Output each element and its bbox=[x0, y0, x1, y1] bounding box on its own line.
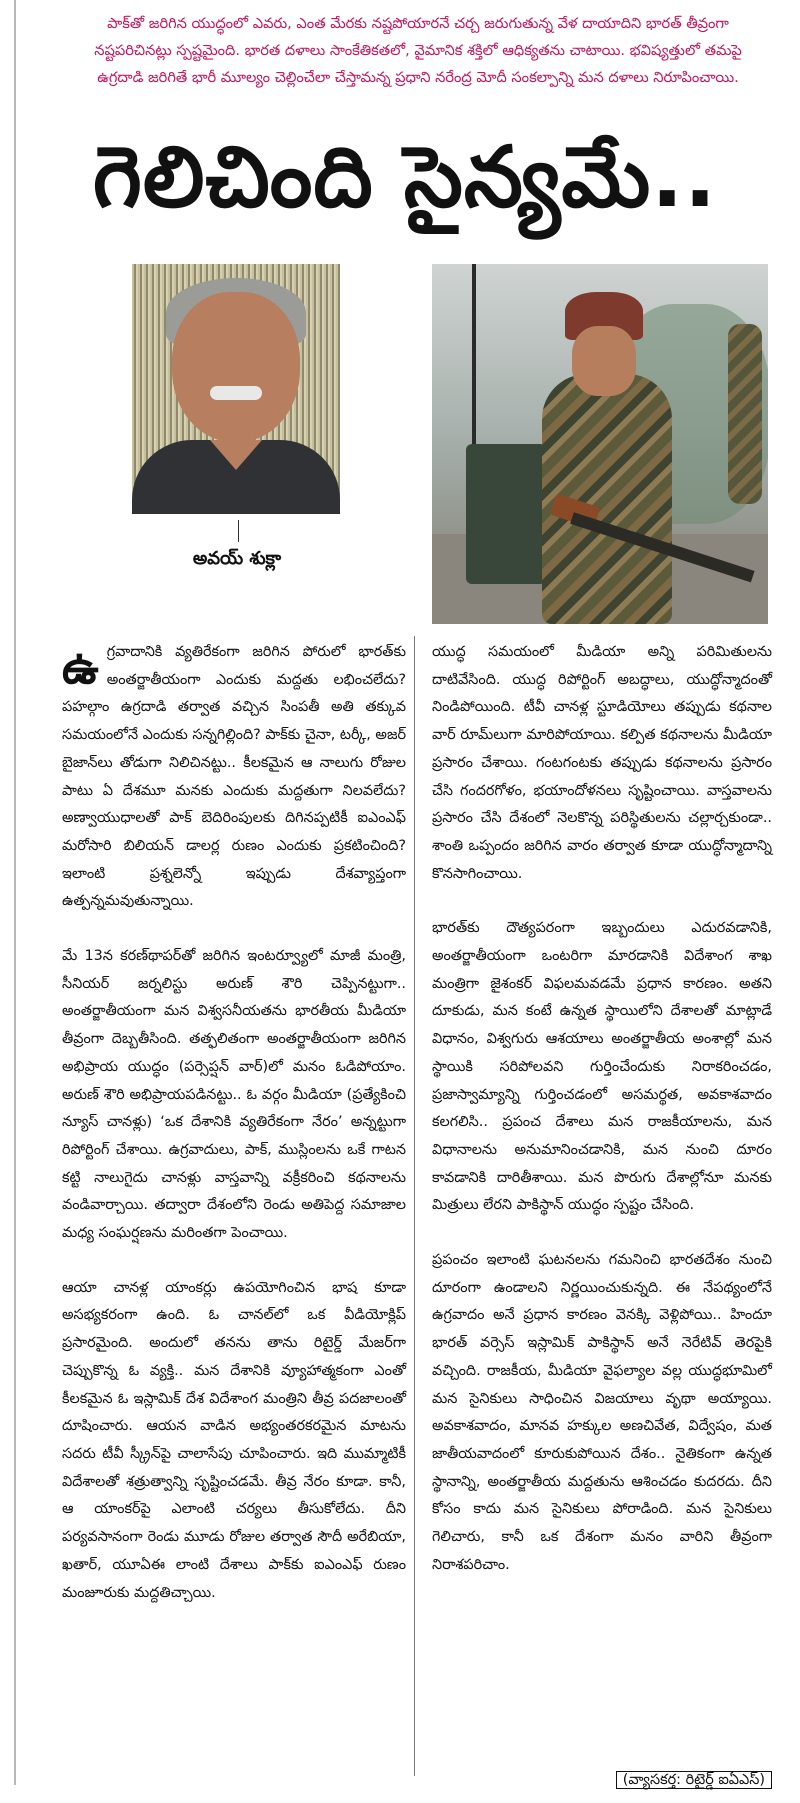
article-column-right bbox=[432, 639, 772, 1580]
left-margin-rule bbox=[14, 0, 16, 1785]
body-paragraph: మే 13న కరణ్‌థాపర్‌తో జరిగిన ఇంటర్వ్యూలో మాజీ మంత్రి, సీనియర్ జర్నలిస్టు అరుణ్ శౌరి చెప్పినట్టుగా.. అంతర్జాతీయంగా మన విశ్వసనీయతను భారతీయ మీడియా తీవ్రంగా దెబ్బతీసింది. తత్ఫలితంగా అంతర్జాతీయంగా జరిగిన అభిప్రాయ యుద్ధం (పర్సెప్షన్ వార్)లో మనం ఓడిపోయాం. అరుణ్ శౌరి అభిప్రాయపడినట్టు.. ఓ వర్గం మీడియా (ప్రత్యేకించి న్యూస్ చానళ్లు) ‘ఒక దేశానికి వ్యతిరేకంగా నేరం’ అన్నట్టుగా రిపోర్టింగ్ చేశాయి. ఉగ్రవాదులు, పాక్, ముస్లింలను ఒకే గాటన కట్టి నాలుగైదు చానళ్లు వాస్తవాన్ని వక్రీకరించి కథనాలను వండివార్చాయి. తద్వారా దేశంలోని రెండు అతిపెద్ద సమాజాల మధ్య సంఘర్షణను మరింతగా పెంచాయి. bbox=[62, 948, 406, 1242]
column-divider bbox=[414, 636, 415, 1776]
body-paragraph bbox=[62, 639, 406, 916]
portrait-face bbox=[172, 292, 300, 442]
author-portrait bbox=[132, 264, 340, 514]
body-paragraph: ప్రపంచం ఇలాంటి ఘటనలను గమనించి భారతదేశం నుంచి దూరంగా ఉండాలని నిర్ణయించుకున్నది. ఈ నేపథ్యంలోనే ఉగ్రవాదం అనే ప్రధాన కారణం వెనక్కి వెళ్లిపోయి.. హిందూ భారత్ వర్సెస్ ఇస్లామిక్ పాకిస్థాన్ అనే నెరేటివ్ తెరపైకి వచ్చింది. రాజకీయ, మీడియా వైఫల్యాల వల్ల యుద్ధభూమిలో మన సైనికులు సాధించిన విజయాలు వృథా అయ్యాయి. అవకాశవాదం, మానవ హక్కుల అణచివేత, విద్వేషం, మత జాతీయవాదంలో కూరుకుపోయిన దేశం.. నైతికంగా ఉన్నత స్థానాన్ని, అంతర్జాతీయ మద్దతును ఆశించడం కుదరదు. దీని కోసం కాదు మన సైనికులు పోరాడింది. మన సైనికులు గెలిచారు, కానీ ఒక దేశంగా మనం వారిని తీవ్రంగా నిరాశపరిచాం. bbox=[432, 1252, 772, 1573]
photo-background-soldier bbox=[728, 324, 762, 504]
author-credit-text: (వ్యాసకర్త: రిటైర్డ్ ఐఏఎస్) bbox=[616, 1771, 772, 1789]
headline: గెలిచింది సైన్యమే.. bbox=[92, 128, 718, 226]
body-paragraph: ఆయా చానళ్ల యాంకర్లు ఉపయోగించిన భాష కూడా అసభ్యకరంగా ఉంది. ఓ చానల్‌లో ఒక వీడియోక్లిప్ ప్రసారమైంది. అందులో తనను తాను రిటైర్డ్ మేజర్‌గా చెప్పుకొన్న ఓ వ్యక్తి.. మన దేశానికి వ్యూహాత్మకంగా ఎంతో కీలకమైన ఓ ఇస్లామిక్ దేశ విదేశాంగ మంత్రిని తీవ్ర పదజాలంతో దూషించారు. ఆయన వాడిన అభ్యంతరకరమైన మాటను సదరు టీవీ స్క్రీన్‌పై చాలాసేపు చూపించారు. ఇది ముమ్మాటికీ విదేశాలతో శత్రుత్వాన్ని సృష్టించడమే. తీవ్ర నేరం కూడా. కానీ, ఆ యాంకర్‌పై ఎలాంటి చర్యలు తీసుకోలేదు. దీని పర్యవసానంగా రెండు మూడు రోజుల తర్వాత సౌదీ అరేబియా, ఖతార్, యూఏఈ లాంటి దేశాలు పాక్‌కు ఐఎంఎఫ్ రుణం మంజూరుకు మద్దతిచ్చాయి. bbox=[62, 1279, 406, 1601]
byline-separator bbox=[238, 520, 239, 542]
drop-cap: ఉ bbox=[62, 640, 99, 694]
photo-soldier-face bbox=[572, 326, 636, 396]
paragraph-text: గ్రవాదానికి వ్యతిరేకంగా జరిగిన పోరులో భారత్‌కు అంతర్జాతీయంగా ఎందుకు మద్దతు లభించలేదు? పహల్గాం ఉగ్రదాడి తర్వాత వచ్చిన సింపతీ అతి తక్కువ సమయంలోనే ఎందుకు సన్నగిల్లింది? పాక్‌కు చైనా, టర్కీ, అజర్ బైజాన్‌లు తోడుగా నిలిచినట్టు.. కీలకమైన ఆ నాలుగు రోజుల పాటు ఏ దేశమూ మనకు ఎందుకు మద్దతుగా నిలవలేదు? అణ్వాయుధాలతో పాక్ బెదిరింపులకు దిగినప్పటికీ ఐఎంఎఫ్ మరోసారి బిలియన్ డాలర్ల రుణం ఎందుకు ప్రకటించింది? ఇలాంటి ప్రశ్నలెన్నో ఇప్పుడు దేశవ్యాప్తంగా ఉత్పన్నమవుతున్నాయి. bbox=[62, 644, 406, 910]
soldier-photo bbox=[432, 264, 768, 624]
author-byline: అవయ్ శుక్లా bbox=[192, 548, 282, 569]
intro-deck: పాక్‌తో జరిగిన యుద్ధంలో ఎవరు, ఎంత మేరకు నష్టపోయారనే చర్చ జరుగుతున్న వేళ దాయాదిని భారత్ తీవ్రంగా నష్టపరిచినట్లు స్పష్టమైంది. భారత దళాలు సాంకేతికతలో, వైమానిక శక్తిలో ఆధిక్యతను చాటాయి. భవిష్యత్తులో తమపై ఉగ్రదాడి జరిగితే భారీ మూల్యం చెల్లించేలా చేస్తామన్న ప్రధాని నరేంద్ర మోదీ సంకల్పాన్ని మన దళాలు నిరూపించాయి. bbox=[94, 15, 742, 86]
article-column-left bbox=[62, 639, 406, 1607]
photo-radio-antenna bbox=[472, 264, 476, 454]
portrait-moustache bbox=[210, 386, 262, 400]
photo-radio-pack bbox=[466, 444, 546, 584]
author-credit bbox=[560, 1768, 772, 1792]
body-paragraph: యుద్ధ సమయంలో మీడియా అన్ని పరిమితులను దాటివేసింది. యుద్ధ రిపోర్టింగ్ అబద్ధాలు, యుద్ధోన్మాదంతో నిండిపోయింది. టీవీ చానళ్ల స్టూడియోలు తప్పుడు కథనాల వార్ రూమ్‌లుగా మారిపోయాయి. కల్పిత కథనాలను మీడియా ప్రసారం చేశాయి. గంటగంటకు తప్పుడు కథనాలను ప్రసారం చేసి గందరగోళం, భయాందోళనలు సృష్టించాయి. వాస్తవాలను ప్రసారం చేసి దేశంలో నెలకొన్న పరిస్థితులను చల్లార్చకుండా.. శాంతి ఒప్పందం జరిగిన వారం తర్వాత కూడా యుద్ధోన్మాదాన్ని కొనసాగించాయి. bbox=[432, 644, 772, 882]
body-paragraph: భారత్‌కు దౌత్యపరంగా ఇబ్బందులు ఎదురవడానికి, అంతర్జాతీయంగా ఒంటరిగా మారడానికి విదేశాంగ శాఖ మంత్రిగా జైశంకర్ విఫలమవడమే ప్రధాన కారణం. అతని దూకుడు, మన కంటే ఉన్నత స్థాయిలోని దేశాలతో మాట్లాడే విధానం, విశ్వగురు ఆశయాలు అంతర్జాతీయ అంశాల్లో మన స్థాయికి సరిపోలవని గుర్తించేందుకు నిరాకరించడం, ప్రజాస్వామ్యాన్ని గుర్తించడంలో అసమర్థత, అవకాశవాదం కలగలిసి.. ప్రపంచ దేశాలు మన రాజకీయాలను, మన విధానాలను అనుమానించడానికి, మన నుంచి దూరం కావడానికి దారితీశాయి. మన పొరుగు దేశాల్లోనూ మనకు మిత్రులు లేరని పాకిస్థాన్ యుద్ధం స్పష్టం చేసింది. bbox=[432, 920, 772, 1214]
